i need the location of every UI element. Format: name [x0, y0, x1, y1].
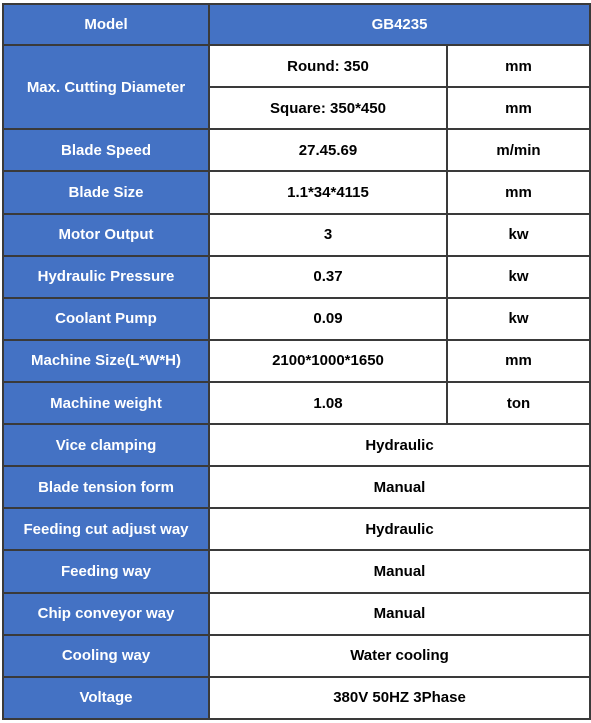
table-row: [3, 45, 590, 87]
table-row: [3, 635, 590, 677]
table-row: [3, 593, 590, 635]
table-row: [3, 340, 590, 382]
row-unit: kw: [447, 256, 590, 298]
row-label: Feeding cut adjust way: [3, 508, 209, 550]
row-value: 0.09: [209, 298, 447, 340]
row-label: Blade Size: [3, 171, 209, 213]
table-row: [3, 256, 590, 298]
row-value: Hydraulic: [209, 508, 590, 550]
cutting-diameter-round-value: Round: 350: [209, 45, 447, 87]
spec-table: [2, 3, 591, 720]
row-label: Machine Size(L*W*H): [3, 340, 209, 382]
table-row: [3, 4, 590, 45]
row-value: 1.1*34*4115: [209, 171, 447, 213]
cutting-diameter-round-unit: mm: [447, 45, 590, 87]
model-value: GB4235: [209, 4, 590, 45]
row-label: Voltage: [3, 677, 209, 719]
row-label: Blade Speed: [3, 129, 209, 171]
row-label: Blade tension form: [3, 466, 209, 508]
cutting-diameter-label: Max. Cutting Diameter: [3, 45, 209, 129]
model-label: Model: [3, 4, 209, 45]
row-value: 1.08: [209, 382, 447, 424]
row-label: Motor Output: [3, 214, 209, 256]
table-row: [3, 171, 590, 213]
row-value: 3: [209, 214, 447, 256]
row-label: Hydraulic Pressure: [3, 256, 209, 298]
row-unit: m/min: [447, 129, 590, 171]
row-unit: kw: [447, 298, 590, 340]
row-value: Water cooling: [209, 635, 590, 677]
cutting-diameter-square-unit: mm: [447, 87, 590, 129]
row-unit: mm: [447, 340, 590, 382]
table-row: [3, 214, 590, 256]
row-label: Chip conveyor way: [3, 593, 209, 635]
row-label: Feeding way: [3, 550, 209, 592]
row-unit: kw: [447, 214, 590, 256]
row-value: Hydraulic: [209, 424, 590, 466]
row-label: Vice clamping: [3, 424, 209, 466]
table-row: [3, 677, 590, 719]
row-unit: mm: [447, 171, 590, 213]
table-row: [3, 466, 590, 508]
table-row: [3, 550, 590, 592]
table-row: [3, 129, 590, 171]
row-label: Coolant Pump: [3, 298, 209, 340]
row-label: Machine weight: [3, 382, 209, 424]
row-value: 380V 50HZ 3Phase: [209, 677, 590, 719]
row-value: Manual: [209, 593, 590, 635]
row-value: Manual: [209, 466, 590, 508]
row-value: Manual: [209, 550, 590, 592]
table-row: [3, 508, 590, 550]
table-row: [3, 298, 590, 340]
row-value: 2100*1000*1650: [209, 340, 447, 382]
cutting-diameter-square-value: Square: 350*450: [209, 87, 447, 129]
table-row: [3, 424, 590, 466]
row-label: Cooling way: [3, 635, 209, 677]
row-value: 27.45.69: [209, 129, 447, 171]
row-value: 0.37: [209, 256, 447, 298]
table-row: [3, 382, 590, 424]
row-unit: ton: [447, 382, 590, 424]
